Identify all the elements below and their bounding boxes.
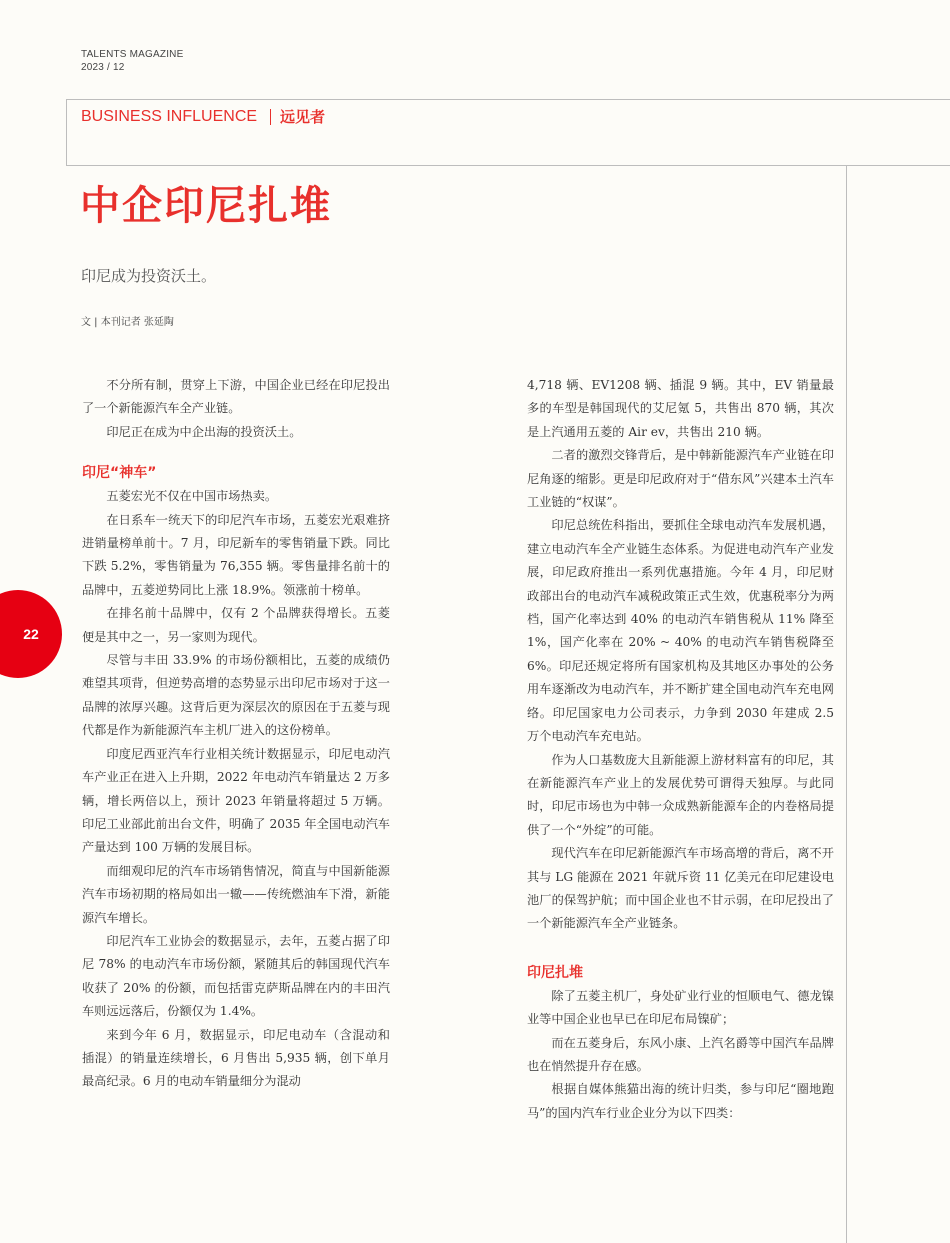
paragraph: 印尼汽车工业协会的数据显示，去年，五菱占据了印尼 78% 的电动汽车市场份额，紧随其后的韩国现代汽车收获了 20% 的份额，而包括雷克萨斯品牌在内的丰田汽车则远远落后，份额仅为 1.4%。 [82,933,390,1019]
paragraph: 印尼正在成为中企出海的投资沃土。 [106,424,302,439]
left-vertical-rule [66,99,67,166]
paragraph: 而在五菱身后，东风小康、上汽名爵等中国汽车品牌也在悄然提升存在感。 [527,1035,834,1073]
paragraph: 在日系车一统天下的印尼汽车市场，五菱宏光艰难挤进销量榜单前十。7 月，印尼新车的零售销量下跌。同比下跌 5.2%，零售销量为 76,355 辆。零售量排名前十的品牌中，五菱逆势同比上涨 18.9%。领涨前十榜单。 [82,512,390,597]
section-label-cn: 远见者 [280,109,326,126]
section-heading: 印尼扎堆 [527,964,583,981]
paragraph: 不分所有制，贯穿上下游，中国企业已经在印尼投出了一个新能源汽车全产业链。 [82,378,390,416]
paragraph: 印尼总统佐科指出，要抓住全球电动汽车发展机遇，建立电动汽车全产业链生态体系。为促进电动汽车产业发展，印尼政府推出一系列优惠措施。今年 4 月，印尼财政部出台的电动汽车减税政策正式生效，优惠税率分为两档，国产化率达到 40% 的电动汽车销售税从 11% 降至 1%，国产化率在 20% ~ 40% 的电动汽车销售税降至 6%。印尼还规定将所有国家机构及其地区办事处的公务用车逐渐改为电动汽车，并不断扩建全国电动汽车充电网络。印尼国家电力公司表示，力争到 2030 年建成 2.5 万个电动汽车充电站。 [527,518,834,744]
magazine-name: TALENTS MAGAZINE [81,49,184,60]
paragraph: 印度尼西亚汽车行业相关统计数据显示，印尼电动汽车产业正在进入上升期，2022 年电动汽车销量达 2 万多辆，增长两倍以上，预计 2023 年销量将超过 5 万辆。印尼工业部此前出台文件，明确了 2035 年全国电动汽车产量达到 100 万辆的发展目标。 [82,746,390,855]
right-vertical-rule [846,165,847,1243]
paragraph: 尽管与丰田 33.9% 的市场份额相比，五菱的成绩仍难望其项背，但逆势高增的态势显示出印尼市场对于这一品牌的浓厚兴趣。这背后更为深层次的原因在于五菱与现代都是作为新能源汽车主机厂进入的这份榜单。 [82,653,390,738]
section-separator [270,109,271,125]
paragraph: 除了五菱主机厂，身处矿业行业的恒顺电气、德龙镍业等中国企业也早已在印尼布局镍矿； [527,988,834,1027]
paragraph-continuation: 4,718 辆、EV1208 辆、插混 9 辆。其中，EV 销量最多的车型是韩国现代的艾尼氪 5，共售出 870 辆，其次是上汽通用五菱的 Air ev，共售出 210 辆。 [527,378,834,439]
paragraph: 二者的激烈交锋背后，是中韩新能源汽车产业链在印尼角逐的缩影。更是印尼政府对于“借东风”兴建本土汽车工业链的“权谋”。 [527,448,834,510]
section-rule [66,165,950,166]
paragraph: 在排名前十品牌中，仅有 2 个品牌获得增长。五菱便是其中之一，另一家则为现代。 [82,606,390,644]
issue-date: 2023 / 12 [81,62,125,73]
paragraph: 来到今年 6 月，数据显示，印尼电动车（含混动和插混）的销量连续增长，6 月售出 5,935 辆，创下单月最高纪录。6 月的电动车销量细分为混动 [82,1027,390,1089]
section-label-en: BUSINESS INFLUENCE [81,107,258,125]
left-column [82,374,390,1094]
paragraph: 现代汽车在印尼新能源汽车市场高增的背后，离不开其与 LG 能源在 2021 年就斥资 11 亿美元在印尼建设电池厂的保驾护航；而中国企业也不甘示弱，在印尼投出了一个新能源汽车全产业链条。 [527,846,834,931]
section-label [81,106,325,127]
top-rule [66,99,950,100]
paragraph: 五菱宏光不仅在中国市场热卖。 [106,489,278,504]
page-number: 22 [23,626,39,642]
paragraph: 而细观印尼的汽车市场销售情况，简直与中国新能源汽车市场初期的格局如出一辙——传统燃油车下滑，新能源汽车增长。 [82,863,390,925]
page-number-badge [0,590,62,678]
article-byline: 文 | 本刊记者 张延陶 [81,317,174,328]
section-heading: 印尼“神车” [82,465,157,482]
paragraph: 根据自媒体熊猫出海的统计归类，参与印尼“圈地跑马”的国内汽车行业企业分为以下四类： [527,1082,834,1120]
article-subtitle: 印尼成为投资沃土。 [81,267,217,285]
magazine-header [81,48,183,74]
article-title: 中企印尼扎堆 [80,183,332,229]
right-column [527,374,834,1125]
paragraph: 作为人口基数庞大且新能源上游材料富有的印尼，其在新能源汽车产业上的发展优势可谓得天独厚。与此同时，印尼市场也为中韩一众成熟新能源车企的内卷格局提供了一个“外绽”的可能。 [527,752,834,837]
